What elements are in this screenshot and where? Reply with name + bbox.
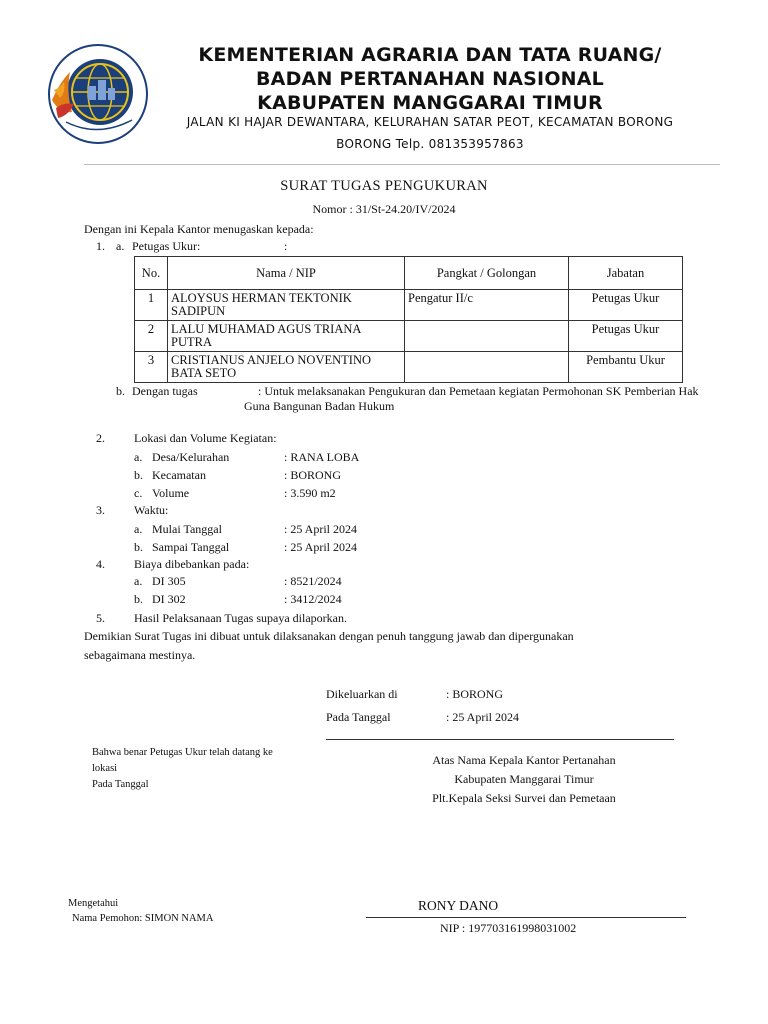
- signer-name: RONY DANO: [418, 898, 499, 913]
- item1a-letter: a.: [116, 239, 125, 253]
- item4-label: Biaya dibebankan pada:: [134, 557, 250, 571]
- cell-nama: ALOYSUS HERMAN TEKTONIK SADIPUN: [168, 290, 405, 321]
- mengetahui-label: Mengetahui: [68, 898, 119, 909]
- item3b-letter: b.: [134, 540, 143, 554]
- item1b-value-cont: Guna Bangunan Badan Hukum: [244, 399, 395, 413]
- cell-pangkat: [405, 352, 569, 383]
- cell-jabatan: Petugas Ukur: [569, 321, 683, 352]
- item1b-value: : Untuk melaksanakan Pengukuran dan Pemetaan kegiatan Permohonan SK Pemberian Hak: [258, 384, 699, 398]
- cell-pangkat: [405, 321, 569, 352]
- item2b-letter: b.: [134, 468, 143, 482]
- left-note-date: Pada Tanggal: [92, 779, 149, 790]
- signer-nip: NIP : 197703161998031002: [440, 921, 577, 935]
- item2a-label: Desa/Kelurahan: [152, 450, 230, 464]
- doc-number: Nomor : 31/St-24.20/IV/2024: [312, 202, 456, 216]
- item2c-value: : 3.590 m2: [284, 486, 336, 500]
- item1b-letter: b.: [116, 384, 125, 398]
- agency-logo-emblem: [46, 42, 150, 146]
- cell-no: 1: [135, 290, 168, 321]
- item4b-value: : 3412/2024: [284, 592, 342, 606]
- cell-nama: LALU MUHAMAD AGUS TRIANA PUTRA: [168, 321, 405, 352]
- left-note: Bahwa benar Petugas Ukur telah datang ke: [92, 747, 273, 758]
- item2c-label: Volume: [152, 486, 190, 500]
- item2-number: 2.: [96, 431, 105, 445]
- closing-text: Demikian Surat Tugas ini dibuat untuk dilaksanakan dengan penuh tanggung jawab dan dipergunakan: [84, 629, 574, 643]
- date-label: Pada Tanggal: [326, 710, 391, 724]
- agency-logo: [46, 42, 150, 146]
- doc-title: SURAT TUGAS PENGUKURAN: [280, 178, 488, 194]
- header-jabatan: Jabatan: [569, 257, 683, 290]
- office-title: KABUPATEN MANGGARAI TIMUR: [257, 92, 603, 114]
- agency-title: BADAN PERTANAHAN NASIONAL: [255, 68, 604, 90]
- item3a-value: : 25 April 2024: [284, 522, 358, 536]
- item4a-value: : 8521/2024: [284, 574, 342, 588]
- petugas-table: [134, 256, 683, 383]
- ministry-title: KEMENTERIAN AGRARIA DAN TATA RUANG/: [198, 44, 662, 66]
- item4a-label: DI 305: [152, 574, 186, 588]
- issued-divider: [326, 739, 674, 740]
- item5-label: Hasil Pelaksanaan Tugas supaya dilaporkan.: [134, 611, 347, 625]
- item1a-colon: :: [284, 239, 288, 253]
- issued-value: : BORONG: [446, 687, 504, 701]
- item3b-label: Sampai Tanggal: [152, 540, 230, 554]
- signer-divider: [366, 917, 686, 918]
- item4-number: 4.: [96, 557, 105, 571]
- item2-label: Lokasi dan Volume Kegiatan:: [134, 431, 277, 445]
- item3-label: Waktu:: [134, 503, 169, 517]
- item2b-value: : BORONG: [284, 468, 342, 482]
- office-phone: BORONG Telp. 081353957863: [336, 137, 524, 151]
- item2c-letter: c.: [134, 486, 143, 500]
- cell-no: 3: [135, 352, 168, 383]
- item3a-letter: a.: [134, 522, 143, 536]
- table-row: [135, 352, 683, 383]
- item1a-label: Petugas Ukur:: [132, 239, 201, 253]
- issued-label: Dikeluarkan di: [326, 687, 398, 701]
- intro-text: Dengan ini Kepala Kantor menugaskan kepada:: [84, 222, 314, 236]
- cell-no: 2: [135, 321, 168, 352]
- item5-number: 5.: [96, 611, 105, 625]
- header-divider: [84, 164, 720, 165]
- table-row: [135, 290, 683, 321]
- cell-pangkat: Pengatur II/c: [405, 290, 569, 321]
- item4b-letter: b.: [134, 592, 143, 606]
- cell-nama: CRISTIANUS ANJELO NOVENTINO BATA SETO: [168, 352, 405, 383]
- header-pangkat: Pangkat / Golongan: [405, 257, 569, 290]
- closing-text-cont: sebagaimana mestinya.: [84, 648, 196, 662]
- item3b-value: : 25 April 2024: [284, 540, 358, 554]
- date-value: : 25 April 2024: [446, 710, 520, 724]
- item2a-letter: a.: [134, 450, 143, 464]
- office-address: JALAN KI HAJAR DEWANTARA, KELURAHAN SATAR PEOT, KECAMATAN BORONG: [186, 115, 674, 129]
- item4b-label: DI 302: [152, 592, 186, 606]
- header-no: No.: [135, 257, 168, 290]
- item2a-value: : RANA LOBA: [284, 450, 360, 464]
- cell-jabatan: Pembantu Ukur: [569, 352, 683, 383]
- pemohon-name: Nama Pemohon: SIMON NAMA: [72, 913, 214, 924]
- item1b-label: Dengan tugas: [132, 384, 198, 398]
- item2b-label: Kecamatan: [152, 468, 206, 482]
- table-row: [135, 321, 683, 352]
- table-header-row: [135, 257, 683, 290]
- cell-jabatan: Petugas Ukur: [569, 290, 683, 321]
- item4a-letter: a.: [134, 574, 143, 588]
- item1-number: 1.: [96, 239, 105, 253]
- left-note-cont: lokasi: [92, 763, 118, 774]
- sign-line-2: Kabupaten Manggarai Timur: [454, 772, 594, 786]
- item3-number: 3.: [96, 503, 105, 517]
- header-nama: Nama / NIP: [168, 257, 405, 290]
- item3a-label: Mulai Tanggal: [152, 522, 222, 536]
- sign-line-1: Atas Nama Kepala Kantor Pertanahan: [432, 753, 616, 767]
- sign-line-3: Plt.Kepala Seksi Survei dan Pemetaan: [432, 791, 616, 805]
